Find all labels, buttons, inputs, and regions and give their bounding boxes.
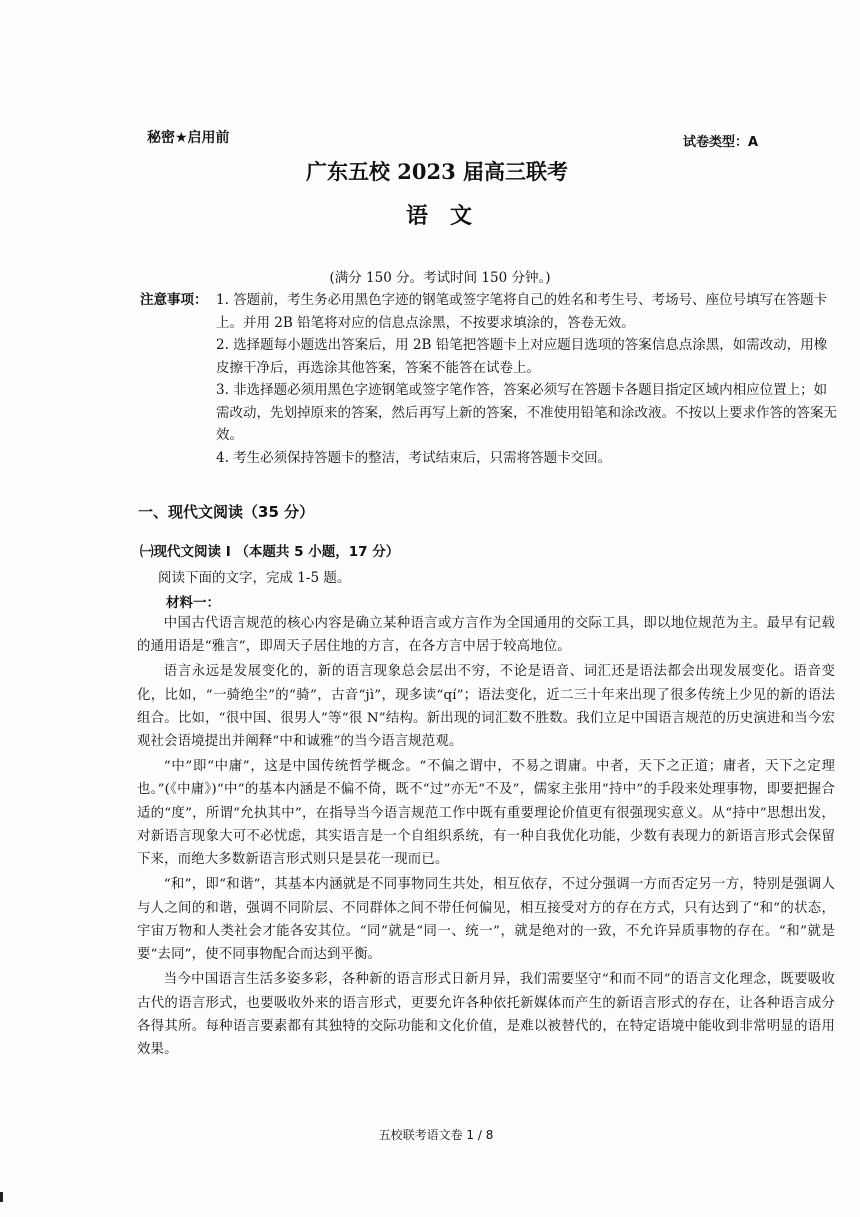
passage-paragraph: 语言永远是发展变化的，新的语言现象总会层出不穷，不论是语音、词汇还是语法都会出现发展变化。语音变化，比如，“一骑绝尘”的“骑”，古音“jì”，现多读“qí”；语法变化，近二三十年来出现了很多传统上少见的新的语法组合。比如，“很中国、很男人”等“很 N”结构。新出现的词汇数不胜数。我们立足中国语言规范的历史演进和当今宏观社会语境提出并阐释“中和诚雅”的当今语言规范观。 <box>137 664 835 750</box>
material-label: 材料一： <box>166 595 220 611</box>
exam-title: 广东五校 2023 届高三联考 <box>305 159 569 184</box>
binding-edge-mark <box>0 1192 3 1202</box>
note-item-4: 4. 考生必须保持答题卡的整洁，考试结束后，只需将答题卡交回。 <box>216 449 612 466</box>
paper-type-label: 试卷类型：A <box>683 135 759 150</box>
note-item-3: 3. 非选择题必须用黑色字迹钢笔或签字笔作答，答案必须写在答题卡各题目指定区域内相应位置上；如需改动，先划掉原来的答案，然后再写上新的答案，不准使用铅笔和涂改液。不按以上要求作答的答案无效。 <box>216 382 837 443</box>
subject-title: 语文 <box>405 203 494 229</box>
score-time-note: (满分 150 分。考试时间 150 分钟。) <box>329 270 551 286</box>
passage-paragraph: “和”，即“和谐”，其基本内涵就是不同事物同生共处，相互依存，不过分强调一方而否定另一方，特别是强调人与人之间的和谐，强调不同阶层、不同群体之间不带任何偏见，相互接受对方的存在方式，只有达到了“和”的状态，宇宙万物和人类社会才能各安其位。“同”就是“同一、统一”，就是绝对的一致，不允许异质事物的存在。“和”就是要“去同”，使不同事物配合而达到平衡。 <box>137 877 835 963</box>
passage-paragraph: “中”即“中庸”，这是中国传统哲学概念。“不偏之谓中，不易之谓庸。中者，天下之正道；庸者，天下之定理也。”(《中庸》)“中”的基本内涵是不偏不倚，既不“过”亦无“不及”，儒家主张用“持中”的手段来处理事物，即要把握合适的“度”，所谓“允执其中”，在指导当今语言规范工作中既有重要理论价值更有很强现实意义。从“持中”思想出发，对新语言现象大可不必忧虑，其实语言是一个自组织系统，有一种自我优化功能，少数有表现力的新语言形式会保留下来，而绝大多数新语言形式则只是昙花一现而已。 <box>137 759 835 868</box>
exam-notes <box>140 289 840 469</box>
confidential-label: 秘密★启用前 <box>147 130 230 146</box>
notes-label: 注意事项： <box>140 292 208 308</box>
reading-instruction: 阅读下面的文字，完成 1-5 题。 <box>158 570 351 586</box>
note-item-1: 1. 答题前，考生务必用黑色字迹的钢笔或签字笔将自己的姓名和考生号、考场号、座位号填写在答题卡上。并用 2B 铅笔将对应的信息点涂黑，不按要求填涂的，答卷无效。 <box>216 292 828 331</box>
section-heading: 一、现代文阅读（35 分） <box>138 503 315 521</box>
passage-paragraph: 中国古代语言规范的核心内容是确立某种语言或方言作为全国通用的交际工具，即以地位规范为主。最早有记载的通用语是“雅言”，即周天子居住地的方言，在各方言中居于较高地位。 <box>137 616 835 655</box>
subsection-heading: ㈠现代文阅读 I （本题共 5 小题，17 分） <box>140 544 400 560</box>
reading-passage <box>137 612 835 1063</box>
page-footer: 五校联考语文卷 1 / 8 <box>378 1128 494 1142</box>
note-item-2: 2. 选择题每小题选出答案后，用 2B 铅笔把答题卡上对应题目选项的答案信息点涂黑，如需改动，用橡皮擦干净后，再选涂其他答案，答案不能答在试卷上。 <box>216 337 828 376</box>
passage-paragraph: 当今中国语言生活多姿多彩，各种新的语言形式日新月异，我们需要坚守“和而不同”的语言文化理念，既要吸收古代的语言形式，也要吸收外来的语言形式，更要允许各种依托新媒体而产生的新语言形式的存在，让各种语言成分各得其所。每种语言要素都有其独特的交际功能和文化价值，是难以被替代的，在特定语境中能收到非常明显的语用效果。 <box>137 972 835 1058</box>
